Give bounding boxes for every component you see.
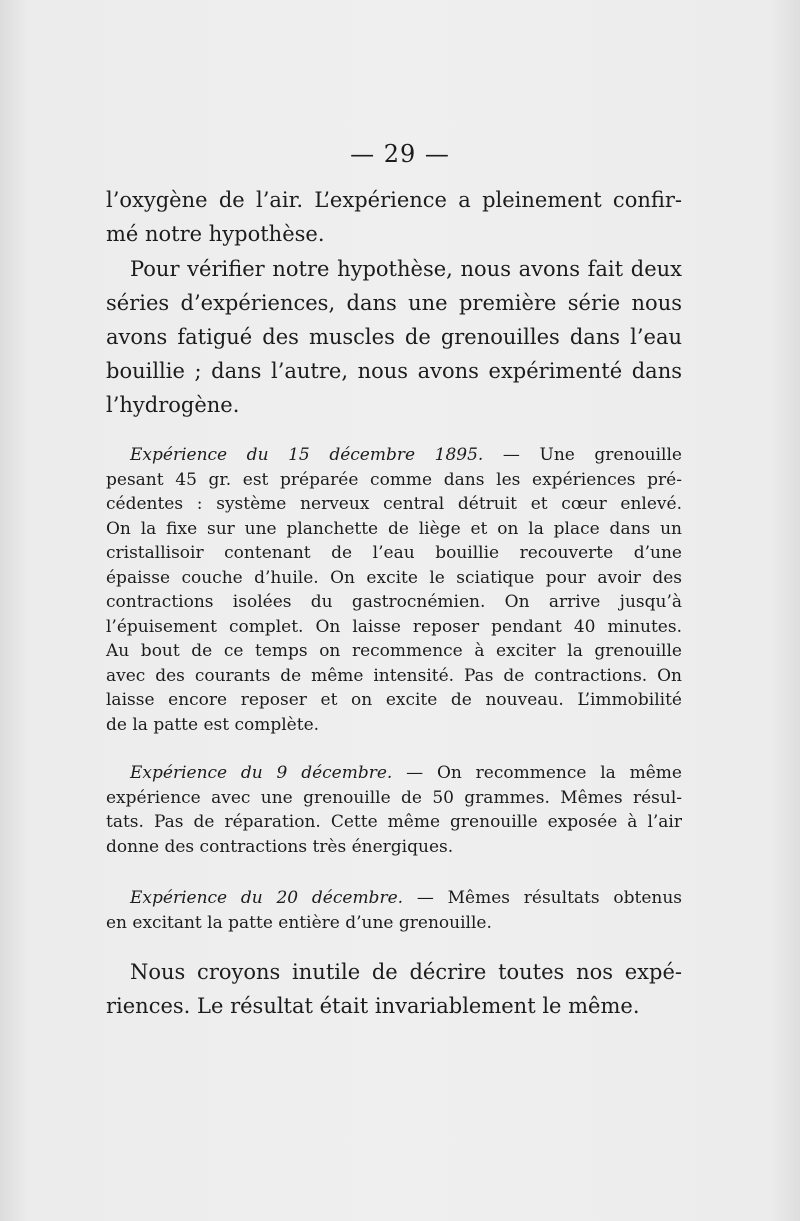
text-line: Nous croyons inutile de décrire toutes nos expé-	[130, 960, 682, 984]
text-line: expérience avec une grenouille de 50 grammes. Mêmes résul-	[106, 787, 682, 808]
text-line: de la patte est complète.	[106, 714, 320, 735]
text-line: donne des contractions très énergiques.	[106, 836, 454, 857]
text-line: pesant 45 gr. est préparée comme dans les expériences pré-	[106, 469, 682, 490]
text-line: épaisse couche d’huile. On excite le sciatique pour avoir des	[106, 567, 682, 588]
paragraph-conclusion	[106, 955, 682, 1023]
text-line: Pour vérifier notre hypothèse, nous avons fait deux	[130, 257, 682, 281]
text-fragment: — Une grenouille	[483, 445, 682, 465]
text-line	[106, 443, 682, 468]
paragraph-continuation	[106, 183, 682, 251]
text-line: On la fixe sur une planchette de liège et on la place dans un	[106, 518, 682, 539]
text-line: l’oxygène de l’air. L’expérience a pleinement confir-	[106, 188, 682, 212]
experiment-heading: Expérience du 20 décembre.	[130, 888, 404, 908]
text-fragment: — Mêmes résultats obtenus	[403, 888, 683, 908]
text-line: tats. Pas de réparation. Cette même grenouille exposée à l’air	[106, 812, 682, 832]
text-line: cédentes : système nerveux central détruit et cœur enlevé.	[106, 494, 682, 514]
experiment-heading: Expérience du 15 décembre 1895.	[130, 445, 484, 465]
text-line: avec des courants de même intensité. Pas de contractions. On	[106, 665, 682, 686]
text-line: bouillie ; dans l’autre, nous avons expérimenté dans	[106, 359, 682, 383]
text-line: Au bout de ce temps on recommence à exciter la grenouille	[106, 641, 682, 661]
text-line: avons fatigué des muscles de grenouilles dans l’eau	[106, 325, 682, 349]
page-number: — 29 —	[350, 140, 450, 168]
text-line: contractions isolées du gastrocnémien. On arrive jusqu’à	[106, 592, 682, 612]
paragraph-hypothesis	[106, 252, 682, 422]
text-line	[106, 886, 682, 911]
experiment-heading: Expérience du 9 décembre.	[130, 763, 393, 783]
text-line: en excitant la patte entière d’une grenouille.	[106, 912, 492, 933]
text-fragment: — On recommence la même	[392, 763, 682, 783]
text-line: séries d’expériences, dans une première série nous	[106, 291, 682, 315]
experiment-9-december	[106, 761, 682, 859]
text-line: mé notre hypothèse.	[106, 222, 325, 246]
text-line: laisse encore reposer et on excite de nouveau. L’immobilité	[106, 690, 682, 710]
experiment-15-december	[106, 443, 682, 737]
text-line: riences. Le résultat était invariablement le même.	[106, 994, 640, 1018]
text-line: cristallisoir contenant de l’eau bouillie recouverte d’une	[106, 543, 682, 563]
experiment-20-december	[106, 886, 682, 935]
text-line: l’épuisement complet. On laisse reposer pendant 40 minutes.	[106, 616, 682, 637]
text-line	[106, 761, 682, 786]
text-line: l’hydrogène.	[106, 393, 240, 417]
